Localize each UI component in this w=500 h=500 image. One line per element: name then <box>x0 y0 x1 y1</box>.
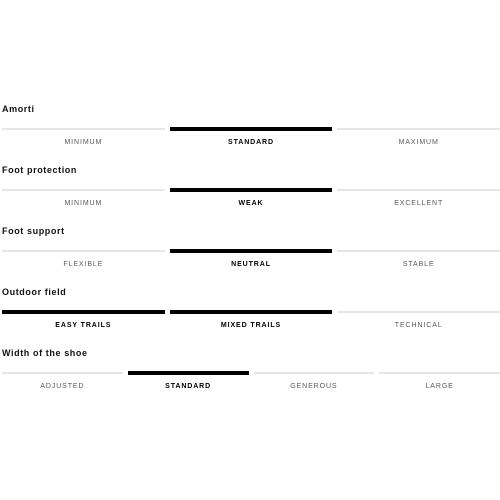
attribute-title: Outdoor field <box>2 287 67 297</box>
scale-label: STANDARD <box>228 139 274 146</box>
scale-bar <box>170 249 333 253</box>
scale-label: WEAK <box>238 200 264 207</box>
scale-segment-neutral <box>170 250 333 280</box>
scale-segment-minimum <box>2 189 165 219</box>
attribute-title: Foot protection <box>2 165 77 175</box>
scale-segment-standard <box>170 128 333 158</box>
scale-bar <box>379 372 500 374</box>
scale-label: MAXIMUM <box>398 139 439 146</box>
scale-label: MIXED TRAILS <box>220 322 282 329</box>
scale-bar <box>2 372 123 374</box>
attribute-title: Amorti <box>2 104 35 114</box>
attribute-title: Foot support <box>2 226 65 236</box>
attribute-scale <box>2 372 500 402</box>
attribute-scale <box>2 128 500 158</box>
scale-segment-minimum <box>2 128 165 158</box>
scale-bar <box>170 127 333 131</box>
scale-label: ADJUSTED <box>40 383 85 390</box>
scale-segment-technical <box>337 311 500 341</box>
scale-label: TECHNICAL <box>394 322 443 329</box>
scale-segment-adjusted <box>2 372 123 402</box>
scale-segment-large <box>379 372 500 402</box>
scale-label: MINIMUM <box>64 139 103 146</box>
scale-segment-standard <box>128 372 249 402</box>
scale-segment-generous <box>254 372 375 402</box>
scale-bar <box>2 310 165 314</box>
scale-bar <box>2 250 165 252</box>
attribute-outdoor-field <box>2 287 500 348</box>
attribute-amorti <box>2 104 500 165</box>
scale-label: GENEROUS <box>290 383 338 390</box>
scale-bar <box>2 189 165 191</box>
scale-bar <box>254 372 375 374</box>
scale-segment-maximum <box>337 128 500 158</box>
scale-bar <box>337 311 500 313</box>
scale-segment-flexible <box>2 250 165 280</box>
scale-label: EASY TRAILS <box>55 322 112 329</box>
attribute-scale <box>2 250 500 280</box>
scale-segment-easy-trails <box>2 311 165 341</box>
scale-label: EXCELLENT <box>394 200 444 207</box>
attribute-title: Width of the shoe <box>2 348 88 358</box>
scale-segment-mixed-trails <box>170 311 333 341</box>
scale-segment-weak <box>170 189 333 219</box>
attribute-scale <box>2 189 500 219</box>
scale-label: STABLE <box>402 261 435 268</box>
scale-bar <box>337 250 500 252</box>
scale-bar <box>337 189 500 191</box>
attribute-foot-support <box>2 226 500 287</box>
scale-bar <box>170 188 333 192</box>
shoe-attribute-list <box>2 104 500 409</box>
attribute-shoe-width <box>2 348 500 409</box>
scale-label: FLEXIBLE <box>63 261 104 268</box>
attribute-foot-protection <box>2 165 500 226</box>
scale-bar <box>128 371 249 375</box>
scale-bar <box>2 128 165 130</box>
scale-segment-stable <box>337 250 500 280</box>
scale-label: LARGE <box>425 383 454 390</box>
attribute-scale <box>2 311 500 341</box>
scale-label: MINIMUM <box>64 200 103 207</box>
scale-bar <box>337 128 500 130</box>
scale-bar <box>170 310 333 314</box>
scale-label: STANDARD <box>165 383 212 390</box>
scale-label: NEUTRAL <box>231 261 271 268</box>
scale-segment-excellent <box>337 189 500 219</box>
